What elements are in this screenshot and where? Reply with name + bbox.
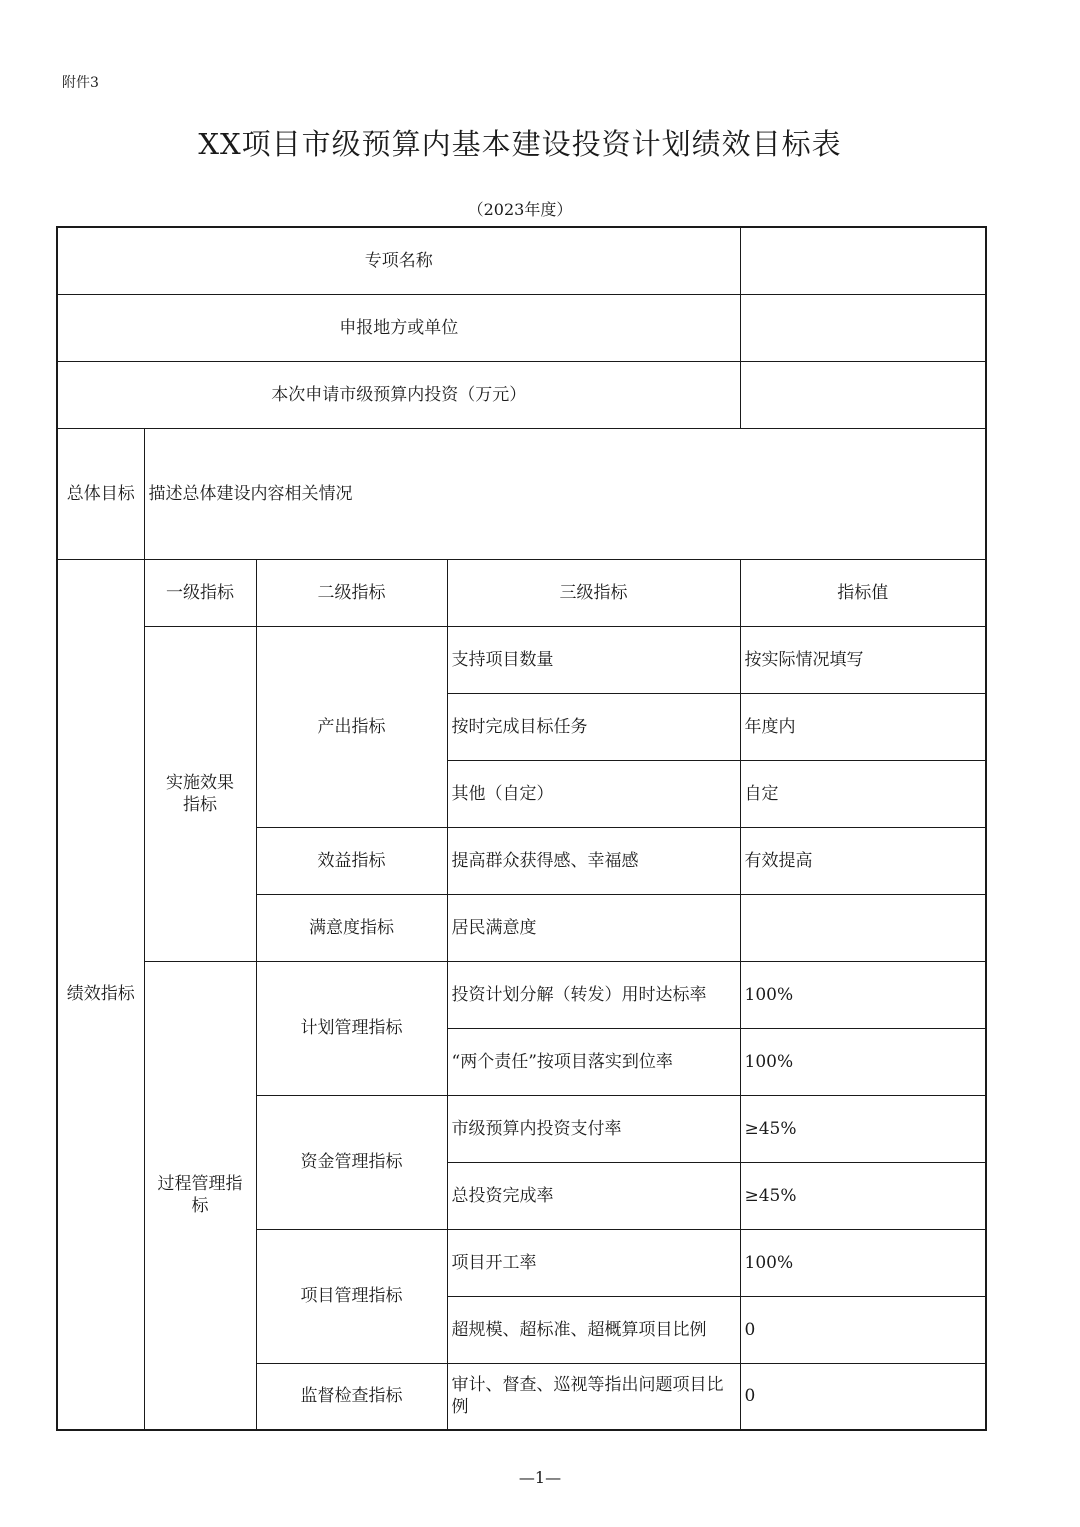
- level3-cell: 投资计划分解（转发）用时达标率: [447, 961, 740, 1028]
- performance-indicators-label: 绩效指标: [57, 559, 144, 1430]
- investment-field[interactable]: [740, 361, 986, 428]
- overall-goal-label: 总体目标: [57, 428, 144, 559]
- value-cell[interactable]: 年度内: [740, 693, 986, 760]
- overall-goal-field[interactable]: 描述总体建设内容相关情况: [144, 428, 986, 559]
- level2-output-indicators: 产出指标: [256, 626, 447, 827]
- project-name-label: 专项名称: [57, 227, 740, 294]
- project-name-field[interactable]: [740, 227, 986, 294]
- level3-cell: 审计、督查、巡视等指出问题项目比例: [447, 1363, 740, 1430]
- investment-row: [57, 361, 986, 428]
- project-name-row: [57, 227, 986, 294]
- applicant-field[interactable]: [740, 294, 986, 361]
- value-cell[interactable]: 100%: [740, 961, 986, 1028]
- column-header-row: [57, 559, 986, 626]
- column-header-level2: 二级指标: [256, 559, 447, 626]
- level3-cell: 居民满意度: [447, 894, 740, 961]
- value-cell[interactable]: ≥45%: [740, 1162, 986, 1229]
- value-cell[interactable]: 0: [740, 1363, 986, 1430]
- level1-effect-line1: 实施效果: [166, 772, 234, 793]
- level1-process-line2: 标: [191, 1196, 209, 1217]
- year-subtitle: （2023年度）: [467, 200, 573, 219]
- level2-supervision-inspection: 监督检查指标: [256, 1363, 447, 1430]
- level2-benefit-indicators: 效益指标: [256, 827, 447, 894]
- level1-effect-line2: 指标: [183, 794, 217, 815]
- value-cell[interactable]: 100%: [740, 1028, 986, 1095]
- level3-cell: 其他（自定）: [447, 760, 740, 827]
- level1-process-line1: 过程管理指: [157, 1174, 243, 1195]
- level3-cell: 按时完成目标任务: [447, 693, 740, 760]
- value-cell[interactable]: 自定: [740, 760, 986, 827]
- table-row: [57, 626, 986, 693]
- value-cell[interactable]: 有效提高: [740, 827, 986, 894]
- value-cell[interactable]: [740, 894, 986, 961]
- overall-goal-row: [57, 428, 986, 559]
- level2-project-management: 项目管理指标: [256, 1229, 447, 1363]
- level2-fund-management: 资金管理指标: [256, 1095, 447, 1229]
- level2-satisfaction-indicators: 满意度指标: [256, 894, 447, 961]
- column-header-value: 指标值: [740, 559, 986, 626]
- level3-cell: 总投资完成率: [447, 1162, 740, 1229]
- level3-cell: 支持项目数量: [447, 626, 740, 693]
- applicant-label: 申报地方或单位: [57, 294, 740, 361]
- table-row: [57, 961, 986, 1028]
- applicant-row: [57, 294, 986, 361]
- value-cell[interactable]: 100%: [740, 1229, 986, 1296]
- column-header-level3: 三级指标: [447, 559, 740, 626]
- attachment-label: 附件3: [62, 75, 99, 91]
- level1-effect-indicators: [144, 626, 256, 961]
- value-cell[interactable]: 按实际情况填写: [740, 626, 986, 693]
- value-cell[interactable]: ≥45%: [740, 1095, 986, 1162]
- level1-process-indicators: [144, 961, 256, 1430]
- column-header-level1: 一级指标: [144, 559, 256, 626]
- value-cell[interactable]: 0: [740, 1296, 986, 1363]
- level3-cell: 项目开工率: [447, 1229, 740, 1296]
- page-number: —1—: [518, 1468, 562, 1487]
- page-title: XX项目市级预算内基本建设投资计划绩效目标表: [198, 127, 842, 161]
- investment-label: 本次申请市级预算内投资（万元）: [57, 361, 740, 428]
- level2-plan-management: 计划管理指标: [256, 961, 447, 1095]
- level3-cell: 市级预算内投资支付率: [447, 1095, 740, 1162]
- level3-cell: 超规模、超标准、超概算项目比例: [447, 1296, 740, 1363]
- level3-cell: 提高群众获得感、幸福感: [447, 827, 740, 894]
- level3-cell: “两个责任”按项目落实到位率: [447, 1028, 740, 1095]
- performance-target-table: [56, 226, 987, 1431]
